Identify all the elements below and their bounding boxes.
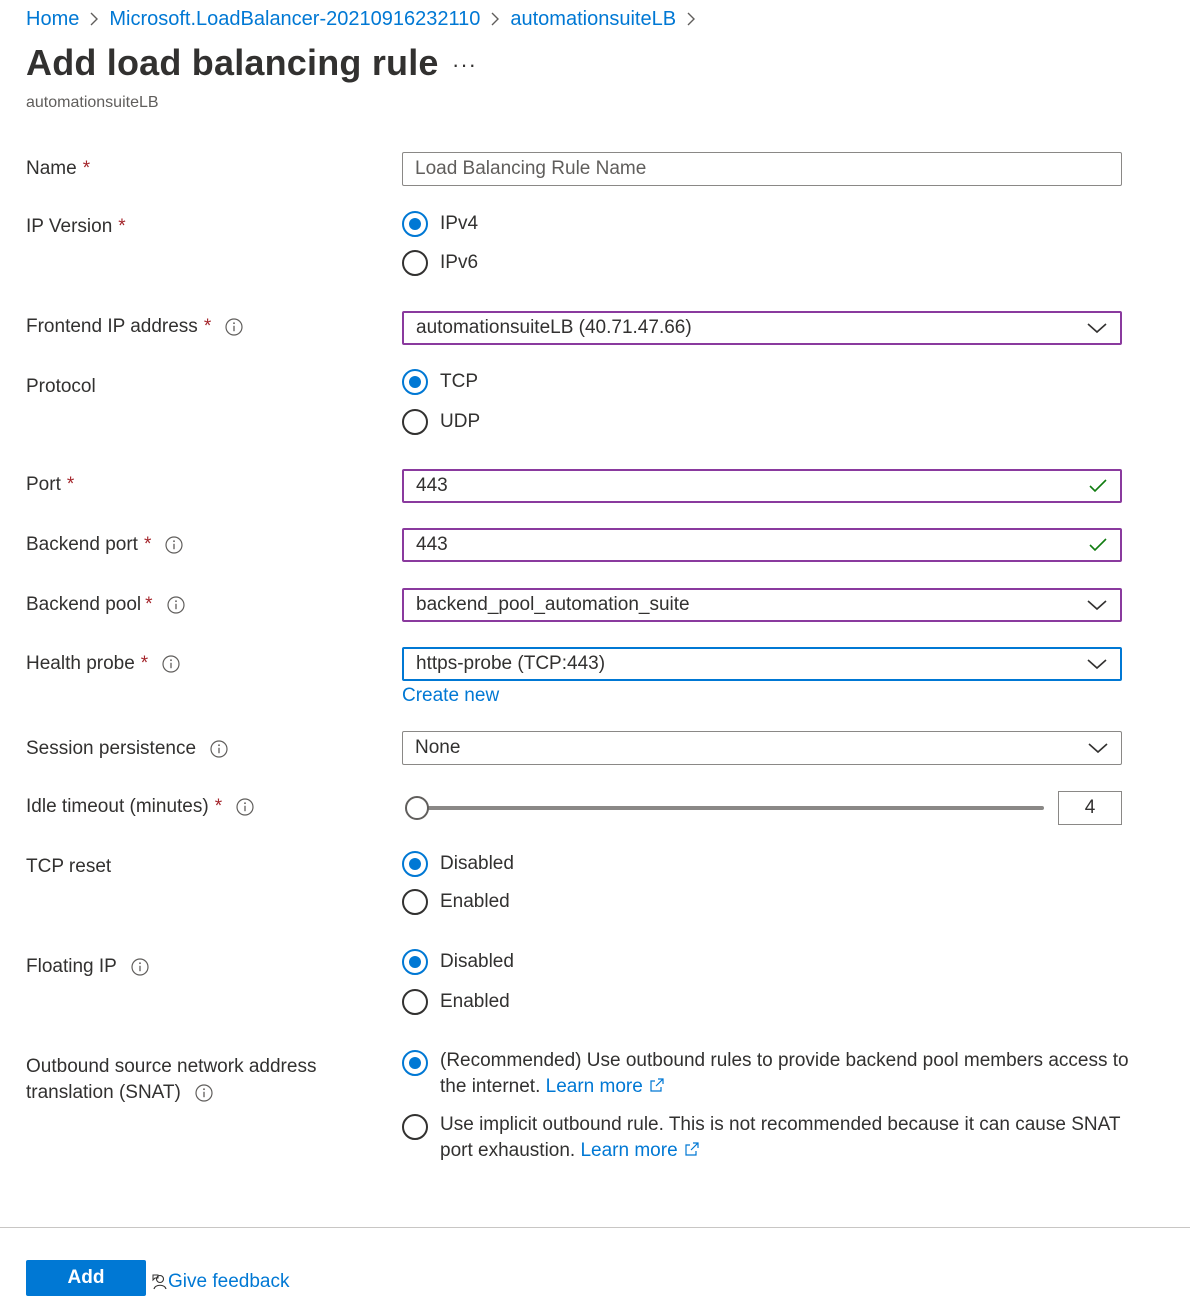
external-link-icon [649, 1077, 665, 1093]
required-asterisk: * [145, 594, 153, 615]
snat-option1-text-block [440, 1048, 1130, 1100]
chevron-down-icon [1086, 321, 1108, 335]
tcp-radio-label: TCP [440, 371, 478, 392]
learn-more-label: Learn more [580, 1140, 678, 1161]
learn-more-label: Learn more [545, 1076, 643, 1097]
snat-option1-text: (Recommended) Use outbound rules to provide backend pool members access to the internet. [440, 1050, 1129, 1097]
chevron-down-icon [1086, 657, 1108, 671]
give-feedback-link[interactable] [152, 1271, 289, 1293]
ipv6-radio[interactable] [402, 250, 428, 276]
port-value: 443 [416, 475, 448, 496]
required-asterisk: * [118, 216, 126, 237]
session-persistence-value: None [415, 737, 461, 758]
breadcrumb-automationsuitelb-link[interactable]: automationsuiteLB [510, 7, 677, 30]
tcp-reset-disabled-label: Disabled [440, 853, 514, 874]
chevron-down-icon [1086, 598, 1108, 612]
idle-timeout-label-text: Idle timeout (minutes) [26, 796, 209, 817]
info-icon[interactable] [210, 740, 228, 758]
floating-ip-enabled-label: Enabled [440, 991, 510, 1012]
chevron-down-icon [1087, 741, 1109, 755]
port-input[interactable] [402, 469, 1122, 503]
ipv6-radio-label: IPv6 [440, 252, 479, 273]
tcp-reset-enabled-option[interactable] [402, 889, 510, 915]
frontend-ip-value: automationsuiteLB (40.71.47.66) [416, 317, 692, 338]
snat-label [26, 1054, 316, 1106]
snat-implicit-rule-option[interactable] [402, 1114, 1130, 1164]
chevron-right-icon [676, 11, 706, 27]
tcp-reset-label-text: TCP reset [26, 856, 112, 877]
udp-radio[interactable] [402, 409, 428, 435]
create-new-health-probe-link[interactable]: Create new [402, 685, 500, 706]
snat-label-line2-row [26, 1080, 316, 1106]
health-probe-value: https-probe (TCP:443) [416, 653, 606, 674]
snat-implicit-rule-radio[interactable] [402, 1114, 428, 1140]
session-persistence-dropdown[interactable] [402, 731, 1122, 765]
info-icon[interactable] [225, 318, 243, 336]
tcp-reset-disabled-radio[interactable] [402, 851, 428, 877]
floating-ip-label [26, 956, 149, 978]
session-persistence-label [26, 738, 228, 760]
session-persistence-label-text: Session persistence [26, 738, 197, 759]
protocol-label [26, 376, 96, 398]
snat-label-line1: Outbound source network address [26, 1056, 317, 1077]
snat-option2-text: Use implicit outbound rule. This is not recommended because it can cause SNAT port exhaustion. [440, 1114, 1121, 1161]
info-icon[interactable] [195, 1084, 213, 1102]
tcp-reset-label [26, 856, 111, 878]
required-asterisk: * [214, 796, 223, 817]
idle-timeout-label [26, 796, 254, 818]
breadcrumb-loadbalancer-link[interactable]: Microsoft.LoadBalancer-20210916232110 [109, 7, 481, 30]
health-probe-dropdown[interactable] [402, 647, 1122, 681]
more-options-button[interactable]: ··· [452, 52, 477, 77]
tcp-reset-enabled-radio[interactable] [402, 889, 428, 915]
floating-ip-disabled-label: Disabled [440, 951, 514, 972]
backend-port-label [26, 534, 183, 556]
info-icon[interactable] [165, 536, 183, 554]
checkmark-icon [1088, 537, 1108, 553]
required-asterisk: * [143, 534, 152, 555]
health-probe-label-text: Health probe [26, 653, 135, 674]
protocol-tcp-option[interactable] [402, 369, 478, 395]
external-link-icon [684, 1141, 700, 1157]
ipv4-radio-label: IPv4 [440, 213, 479, 234]
idle-timeout-slider-track[interactable] [416, 806, 1044, 810]
ip-version-ipv6-option[interactable] [402, 250, 478, 276]
required-asterisk: * [82, 158, 91, 179]
ip-version-label-text: IP Version [26, 216, 113, 237]
footer-divider [0, 1227, 1190, 1228]
learn-more-link[interactable] [546, 1076, 665, 1097]
info-icon[interactable] [236, 798, 254, 816]
floating-ip-disabled-option[interactable] [402, 949, 514, 975]
name-label-text: Name [26, 158, 77, 179]
info-icon[interactable] [131, 958, 149, 976]
port-label [26, 474, 74, 496]
ip-version-ipv4-option[interactable] [402, 211, 478, 237]
snat-label-line2: translation (SNAT) [26, 1082, 181, 1103]
health-probe-label [26, 653, 180, 675]
frontend-ip-label [26, 316, 243, 338]
tcp-reset-enabled-label: Enabled [440, 891, 510, 912]
backend-pool-value: backend_pool_automation_suite [416, 594, 690, 615]
floating-ip-enabled-option[interactable] [402, 989, 510, 1015]
snat-outbound-rules-option[interactable] [402, 1050, 1130, 1100]
udp-radio-label: UDP [440, 411, 481, 432]
tcp-radio[interactable] [402, 369, 428, 395]
page-title: Add load balancing rule [26, 42, 439, 83]
name-label [26, 158, 90, 180]
floating-ip-label-text: Floating IP [26, 956, 117, 977]
backend-pool-label [26, 594, 185, 616]
feedback-icon [152, 1273, 168, 1291]
info-icon[interactable] [167, 596, 185, 614]
protocol-label-text: Protocol [26, 376, 96, 397]
required-asterisk: * [203, 316, 212, 337]
idle-timeout-slider-thumb[interactable] [405, 796, 429, 820]
floating-ip-disabled-radio[interactable] [402, 949, 428, 975]
backend-pool-dropdown[interactable] [402, 588, 1122, 622]
breadcrumb-home-link[interactable]: Home [26, 7, 80, 30]
tcp-reset-disabled-option[interactable] [402, 851, 514, 877]
protocol-udp-option[interactable] [402, 409, 480, 435]
backend-pool-label-text: Backend pool [26, 594, 142, 615]
add-button[interactable]: Add [26, 1260, 146, 1296]
snat-option2-text-block [440, 1112, 1130, 1164]
required-asterisk: * [66, 474, 75, 495]
learn-more-link[interactable] [580, 1140, 699, 1161]
page-subtitle: automationsuiteLB [26, 94, 159, 111]
give-feedback-label: Give feedback [168, 1271, 290, 1292]
info-icon[interactable] [162, 655, 180, 673]
breadcrumb [26, 6, 706, 32]
checkmark-icon [1088, 478, 1108, 494]
required-asterisk: * [140, 653, 149, 674]
ipv4-radio[interactable] [402, 211, 428, 237]
snat-outbound-rules-radio[interactable] [402, 1050, 428, 1076]
name-input-placeholder: Load Balancing Rule Name [415, 158, 647, 179]
frontend-ip-dropdown[interactable] [402, 311, 1122, 345]
frontend-ip-label-text: Frontend IP address [26, 316, 198, 337]
chevron-right-icon [79, 11, 109, 27]
backend-port-label-text: Backend port [26, 534, 138, 555]
chevron-right-icon [480, 11, 510, 27]
backend-port-input[interactable] [402, 528, 1122, 562]
backend-port-value: 443 [416, 534, 448, 555]
ip-version-label [26, 216, 126, 238]
floating-ip-enabled-radio[interactable] [402, 989, 428, 1015]
port-label-text: Port [26, 474, 61, 495]
name-input[interactable] [402, 152, 1122, 186]
idle-timeout-input[interactable]: 4 [1058, 791, 1122, 825]
